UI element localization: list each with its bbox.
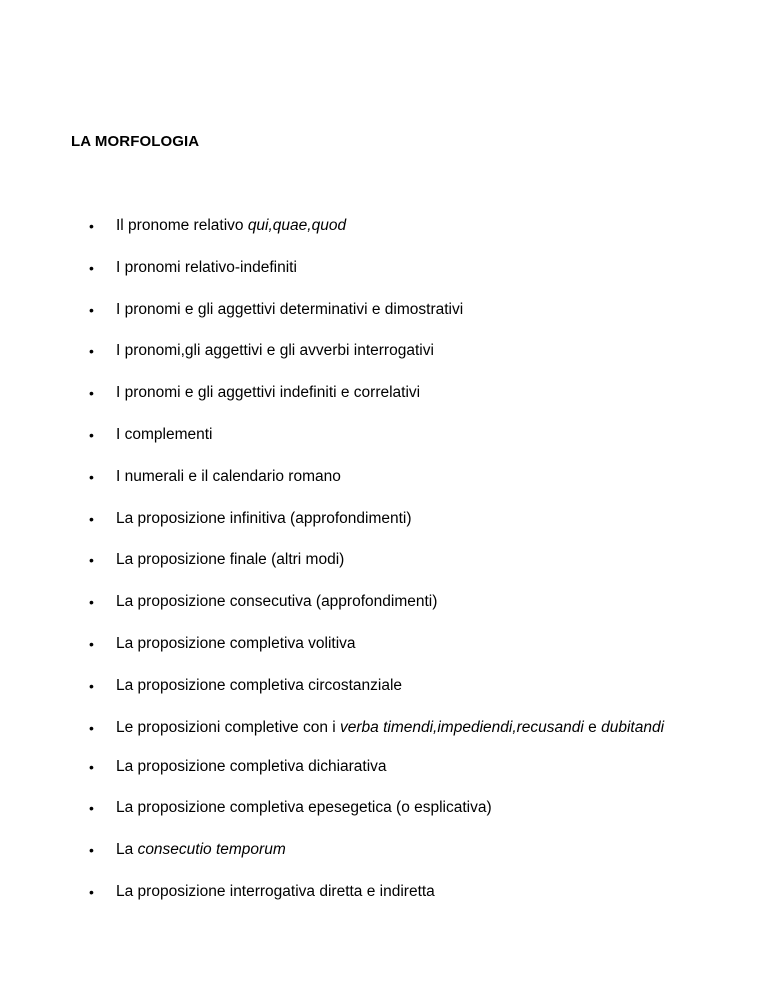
bullet-icon: •: [89, 842, 94, 859]
bullet-icon: •: [89, 552, 94, 569]
item-text: Il pronome relativo: [116, 217, 248, 234]
item-text: I pronomi e gli aggettivi indefiniti e correlativi: [116, 384, 421, 402]
list-item: [0, 424, 768, 446]
list-item: [0, 299, 768, 321]
bullet-icon: •: [89, 883, 94, 900]
list-item: [0, 508, 768, 530]
list-item: [0, 591, 768, 613]
item-text: I pronomi relativo-indefiniti: [116, 258, 297, 276]
list-item: [0, 549, 768, 571]
section-heading: LA MORFOLOGIA: [71, 133, 200, 150]
bullet-icon: •: [89, 343, 94, 360]
bullet-icon: •: [89, 259, 94, 276]
list-item: [0, 340, 768, 362]
item-text-tail: e: [583, 718, 602, 736]
item-italic-text: dubitandi: [601, 718, 665, 736]
item-text: La proposizione completiva epesegetica (o esplicativa): [116, 799, 492, 817]
bullet-icon: •: [89, 218, 94, 234]
bullet-icon: •: [89, 385, 94, 402]
bullet-icon: •: [89, 301, 94, 318]
item-text: La proposizione finale (altri modi): [116, 551, 345, 569]
list-item: [0, 717, 768, 739]
item-text: I complementi: [116, 425, 213, 443]
item-text: I numerali e il calendario romano: [116, 467, 341, 485]
item-italic-text: verba timendi,impediendi,recusandi: [340, 718, 584, 736]
item-italic-text: qui,quae,quod: [247, 217, 347, 234]
list-item: [0, 675, 768, 697]
list-item: [0, 797, 768, 819]
item-text: I pronomi e gli aggettivi determinativi e dimostrativi: [116, 300, 464, 318]
bullet-icon: •: [89, 510, 94, 527]
list-item: [0, 257, 768, 279]
bullet-icon: •: [89, 594, 94, 611]
item-text: La: [116, 841, 138, 859]
item-italic-text: consecutio temporum: [137, 841, 286, 859]
item-text: I pronomi,gli aggettivi e gli avverbi interrogativi: [116, 342, 434, 360]
list-item: [0, 382, 768, 404]
item-text: La proposizione completiva volitiva: [116, 634, 356, 652]
bullet-icon: •: [89, 677, 94, 694]
list-item: [0, 881, 768, 903]
bullet-icon: •: [89, 758, 94, 775]
topic-list: [0, 215, 768, 923]
list-item: [0, 839, 768, 861]
item-text: Le proposizioni completive con i: [116, 718, 341, 736]
item-text: La proposizione interrogativa diretta e indiretta: [116, 882, 435, 900]
list-item: [0, 756, 768, 778]
bullet-icon: •: [89, 635, 94, 652]
bullet-icon: •: [89, 426, 94, 443]
list-item: [0, 215, 768, 237]
list-item: [0, 633, 768, 655]
item-text: La proposizione infinitiva (approfondimenti): [116, 509, 412, 527]
list-item: [0, 466, 768, 488]
bullet-icon: •: [89, 800, 94, 817]
bullet-icon: •: [89, 468, 94, 485]
bullet-icon: •: [89, 719, 94, 736]
item-text: La proposizione completiva circostanziale: [116, 676, 403, 694]
item-text: La proposizione consecutiva (approfondimenti): [116, 593, 438, 611]
item-text: La proposizione completiva dichiarativa: [116, 757, 387, 775]
